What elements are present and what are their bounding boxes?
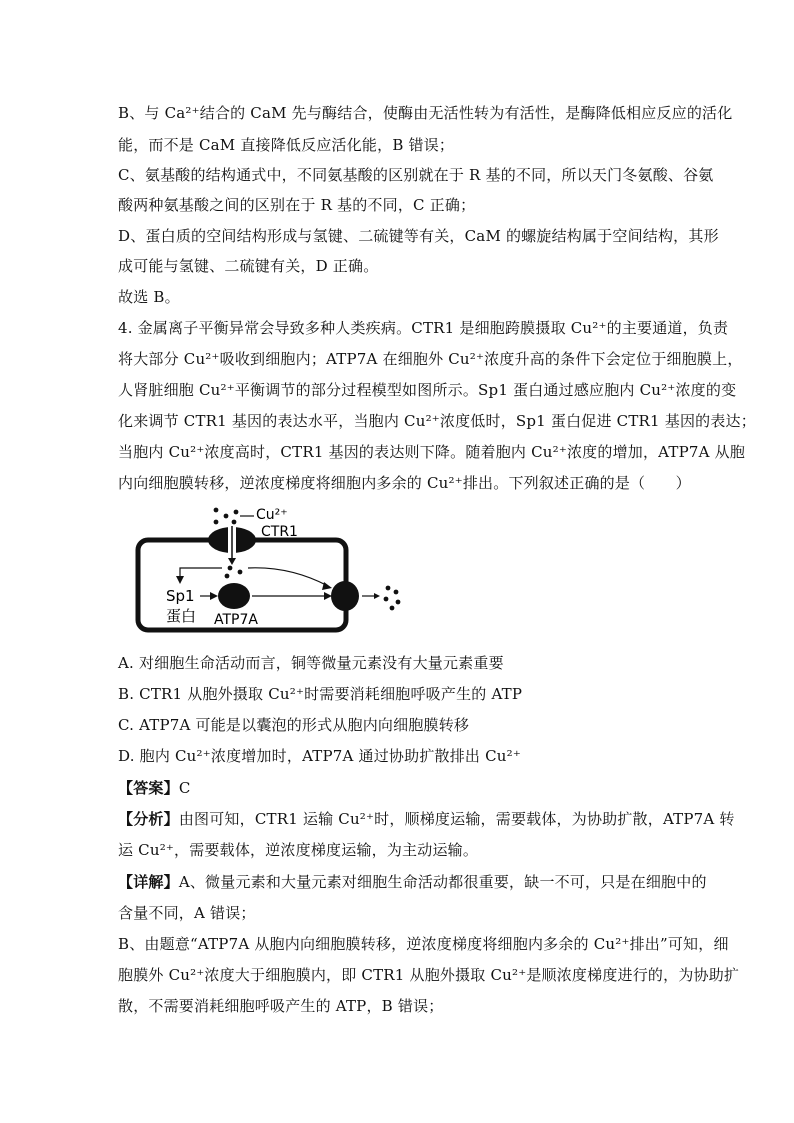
detail-text: A、微量元素和大量元素对细胞生命活动都很重要，缺一不可，只是在细胞中的 [178, 873, 707, 891]
answer-tag: 【答案】 [118, 779, 179, 797]
cu-ion [384, 597, 389, 602]
arrow-to-membrane [248, 568, 328, 586]
ctr1-label: CTR1 [261, 524, 298, 540]
sp1-label: Sp1 [166, 587, 195, 605]
cu-ion [228, 566, 233, 571]
question-stem-line: 当胞内 Cu²⁺浓度高时，CTR1 基因的表达则下降。随着胞内 Cu²⁺浓度的增加，ATP7A 从胞 [118, 443, 746, 461]
detail-line [118, 903, 256, 923]
option-b: B. CTR1 从胞外摄取 Cu²⁺时需要消耗细胞呼吸产生的 ATP [118, 685, 523, 703]
option-a: A. 对细胞生命活动而言，铜等微量元素没有大量元素重要 [118, 654, 504, 672]
cell-diagram [130, 498, 430, 638]
question-stem-line: 人肾脏细胞 Cu²⁺平衡调节的部分过程模型如图所示。Sp1 蛋白通过感应胞内 Cu²⁺浓度的变 [118, 381, 737, 399]
analysis-text: 由图可知，CTR1 运输 Cu²⁺时，顺梯度运输，需要载体，为协助扩散，ATP7A 转 [178, 810, 735, 828]
atp7a-cytosol [218, 583, 250, 609]
ctr1-arrow-head [228, 558, 236, 565]
detail-text: 含量不同，A 错误； [118, 904, 256, 922]
detail-line [118, 965, 739, 985]
answer-line [118, 778, 191, 798]
text-line: C、氨基酸的结构通式中，不同氨基酸的区别就在于 R 基的不同，所以天门冬氨酸、谷氨 [118, 166, 714, 184]
analysis-line [118, 809, 735, 829]
cu-ion [394, 590, 399, 595]
option-d: D. 胞内 Cu²⁺浓度增加时，ATP7A 通过协助扩散排出 Cu²⁺ [118, 747, 521, 765]
arrow-to-sp1 [180, 568, 222, 578]
text-line: 成可能与氢键、二硫键有关，D 正确。 [118, 257, 379, 275]
arrow-head [374, 593, 380, 599]
question-stem-line: 化来调节 CTR1 基因的表达水平，当胞内 Cu²⁺浓度低时，Sp1 蛋白促进 CTR1 基因的表达； [118, 412, 756, 430]
arrow-head [176, 576, 184, 584]
cu-label: Cu²⁺ [256, 507, 288, 523]
question-stem-line: 内向细胞膜转移，逆浓度梯度将细胞内多余的 Cu²⁺排出。下列叙述正确的是（ ） [118, 474, 691, 492]
cu-ion [234, 510, 239, 515]
atp7a-label: ATP7A [214, 612, 258, 628]
detail-tag: 【详解】 [118, 873, 179, 891]
arrow-head [210, 592, 218, 600]
answer-value: C [178, 779, 191, 797]
option-c: C. ATP7A 可能是以囊泡的形式从胞内向细胞膜转移 [118, 716, 470, 734]
cu-ion [225, 574, 230, 579]
question-stem-line: 将大部分 Cu²⁺吸收到细胞内；ATP7A 在细胞外 Cu²⁺浓度升高的条件下会定位于细胞膜上， [118, 350, 743, 368]
cu-ion [386, 586, 391, 591]
cu-ion [214, 508, 219, 513]
text-line: 能，而不是 CaM 直接降低反应活化能，B 错误； [118, 136, 455, 154]
detail-line [118, 996, 443, 1016]
analysis-line [118, 840, 478, 860]
question-stem-line: 4. 金属离子平衡异常会导致多种人类疾病。CTR1 是细胞跨膜摄取 Cu²⁺的主要通道，负责 [118, 319, 729, 337]
atp7a-membrane [331, 581, 359, 611]
text-line: B、与 Ca²⁺结合的 CaM 先与酶结合，使酶由无活性转为有活性，是酶降低相应反应的活化 [118, 104, 733, 122]
cu-ion [224, 514, 229, 519]
detail-text: B、由题意“ATP7A 从胞内向细胞膜转移，逆浓度梯度将细胞内多余的 Cu²⁺排出”可知，细 [118, 935, 729, 953]
arrow-head [324, 592, 332, 600]
text-line: D、蛋白质的空间结构形成与氢键、二硫键等有关，CaM 的螺旋结构属于空间结构，其形 [118, 227, 719, 245]
detail-text: 散，不需要消耗细胞呼吸产生的 ATP，B 错误； [118, 997, 444, 1015]
text-line: 故选 B。 [118, 288, 180, 306]
protein-label: 蛋白 [166, 607, 197, 625]
text-line: 酸两种氨基酸之间的区别在于 R 基的不同，C 正确； [118, 196, 476, 214]
cu-ion [396, 600, 401, 605]
cu-ion [390, 606, 395, 611]
cu-ion [232, 520, 237, 525]
detail-line [118, 934, 729, 954]
analysis-text: 运 Cu²⁺，需要载体，逆浓度梯度运输，为主动运输。 [118, 841, 479, 859]
detail-text: 胞膜外 Cu²⁺浓度大于细胞膜内，即 CTR1 从胞外摄取 Cu²⁺是顺浓度梯度进行的，为协助扩 [118, 966, 740, 984]
detail-line [118, 872, 707, 892]
cu-ion [238, 570, 243, 575]
analysis-tag: 【分析】 [118, 810, 179, 828]
cu-ion [214, 520, 219, 525]
